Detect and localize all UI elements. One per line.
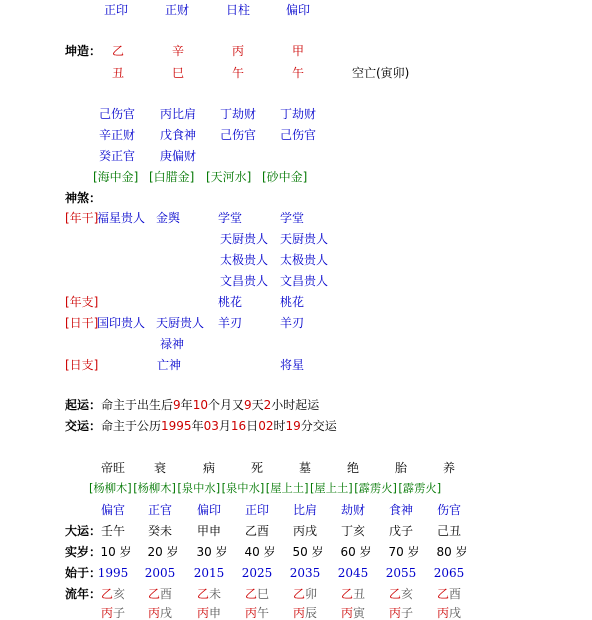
qiyun-label: 起运：: [65, 398, 102, 412]
shisui-value: 40 岁: [244, 545, 276, 559]
hidden-stem: 丁劫财: [280, 107, 317, 121]
dayun-shishen: 比肩: [292, 503, 318, 517]
heavenly-stem: 甲: [292, 44, 305, 58]
number: 10: [192, 398, 208, 412]
hidden-stem: 庚偏财: [160, 149, 197, 163]
dayun-value: 壬午: [100, 524, 126, 538]
shisui-value: 30 岁: [196, 545, 228, 559]
shensha-tag: [日干]: [65, 316, 99, 330]
shensha-item: 将星: [280, 358, 305, 372]
liunian-stem: 丙: [147, 606, 160, 620]
number: 2: [263, 398, 272, 412]
shensha-label: 神煞：: [65, 191, 102, 205]
liunian-year: [148, 606, 172, 620]
nayin: [天河水]: [206, 170, 252, 184]
liunian-stem: 乙: [292, 587, 305, 601]
changsheng-stage: 病: [202, 461, 216, 475]
liunian-branch: 午: [257, 606, 270, 620]
changsheng-stage: 死: [250, 461, 264, 475]
changsheng-stage: 胎: [394, 461, 408, 475]
nayin: [砂中金]: [262, 170, 308, 184]
liunian-stem: 丙: [340, 606, 353, 620]
hidden-stem: 癸正官: [99, 149, 136, 163]
shensha-item: 亡神: [157, 358, 182, 372]
shisui-value: 60 岁: [340, 545, 372, 559]
dayun-nayin: [泉中水]: [177, 482, 221, 495]
shiyu-value: 2045: [337, 566, 369, 580]
text: 个月又: [207, 398, 244, 412]
dayun-value: 丙戌: [292, 524, 318, 538]
liunian-year: [293, 587, 317, 601]
jiaoyun-line: [65, 419, 337, 433]
changsheng-stage: 墓: [298, 461, 312, 475]
liunian-year: [341, 587, 365, 601]
liunian-stem: 丙: [100, 606, 113, 620]
shensha-item: 福星贵人: [97, 211, 146, 225]
pillar-header: 正财: [165, 3, 190, 17]
heavenly-stem: 丙: [232, 44, 245, 58]
liunian-branch: 未: [209, 587, 222, 601]
liunian-year: [389, 606, 413, 620]
nayin: [白腊金]: [149, 170, 195, 184]
shensha-item: 国印贵人: [97, 316, 146, 330]
number: 1995: [161, 419, 192, 433]
shensha-item: 太极贵人: [280, 253, 329, 267]
number: 16: [230, 419, 247, 433]
liunian-branch: 寅: [353, 606, 366, 620]
shensha-item: 金舆: [156, 211, 181, 225]
liunian-year: [245, 606, 269, 620]
shiyu-value: 2035: [289, 566, 321, 580]
shisui-value: 20 岁: [147, 545, 179, 559]
shensha-item: 桃花: [280, 295, 305, 309]
dayun-shishen: 正官: [147, 503, 173, 517]
shiyu-value: 2065: [433, 566, 465, 580]
number: 9: [173, 398, 181, 412]
shisui-label: 实岁：: [65, 545, 102, 559]
dayun-value: 丁亥: [340, 524, 366, 538]
liunian-branch: 丑: [353, 587, 366, 601]
changsheng-stage: 绝: [346, 461, 360, 475]
liunian-branch: 申: [209, 606, 222, 620]
liunian-year: [197, 606, 221, 620]
shensha-item: 天厨贵人: [280, 232, 329, 246]
shiyu-value: 2015: [193, 566, 225, 580]
liunian-branch: 酉: [449, 587, 462, 601]
text: 天: [251, 398, 264, 412]
dayun-shishen: 偏印: [196, 503, 222, 517]
dayun-shishen: 食神: [388, 503, 414, 517]
qiyun-line: [65, 398, 319, 412]
shiyu-value: 2055: [385, 566, 417, 580]
text: 命主于出生后: [101, 398, 174, 412]
dayun-value: 己丑: [436, 524, 462, 538]
liunian-year: [101, 587, 125, 601]
shensha-tag: [年支]: [65, 295, 99, 309]
liunian-year: [148, 587, 172, 601]
text: 日: [246, 419, 259, 433]
shisui-value: 10 岁: [100, 545, 132, 559]
hidden-stem: 丁劫财: [220, 107, 257, 121]
hidden-stem: 丙比肩: [160, 107, 197, 121]
pillar-header: 正印: [104, 3, 129, 17]
shensha-item: 桃花: [218, 295, 243, 309]
liunian-branch: 子: [401, 606, 414, 620]
liunian-branch: 巳: [257, 587, 270, 601]
shensha-item: 文昌贵人: [280, 274, 329, 288]
liunian-branch: 戌: [160, 606, 173, 620]
liunian-stem: 乙: [436, 587, 449, 601]
dayun-shishen: 偏官: [100, 503, 126, 517]
dayun-value: 乙酉: [244, 524, 270, 538]
number: 02: [258, 419, 274, 433]
liunian-branch: 卯: [305, 587, 318, 601]
liunian-year: [341, 606, 365, 620]
shensha-item: 学堂: [218, 211, 243, 225]
shensha-item: 太极贵人: [220, 253, 269, 267]
liunian-branch: 辰: [305, 606, 318, 620]
dayun-label: 大运：: [65, 524, 102, 538]
changsheng-stage: 帝旺: [100, 461, 126, 475]
liunian-branch: 亥: [401, 587, 414, 601]
dayun-nayin: [屋上土]: [265, 482, 309, 495]
liunian-branch: 戌: [449, 606, 462, 620]
dayun-nayin: [霹雳火]: [354, 482, 397, 495]
liunian-stem: 乙: [388, 587, 401, 601]
shensha-item: 羊刃: [280, 316, 305, 330]
dayun-nayin: [泉中水]: [221, 482, 265, 495]
liunian-stem: 乙: [147, 587, 160, 601]
liunian-stem: 丙: [388, 606, 401, 620]
shensha-item: 天厨贵人: [220, 232, 269, 246]
liunian-stem: 丙: [196, 606, 209, 620]
liunian-stem: 丙: [436, 606, 449, 620]
dayun-value: 甲申: [196, 524, 222, 538]
pillar-header: 偏印: [286, 3, 311, 17]
dayun-shishen: 正印: [244, 503, 270, 517]
nayin: [海中金]: [93, 170, 139, 184]
dayun-nayin: [霹雳火]: [398, 482, 442, 495]
heavenly-stem: 乙: [112, 44, 125, 58]
text: 年: [180, 398, 193, 412]
shisui-value: 50 岁: [292, 545, 324, 559]
liunian-stem: 乙: [196, 587, 209, 601]
liunian-year: [197, 587, 221, 601]
kongwang: 空亡(寅卯): [352, 66, 410, 80]
dayun-shishen: 劫财: [340, 503, 366, 517]
liunian-stem: 乙: [340, 587, 353, 601]
dayun-value: 戊子: [388, 524, 414, 538]
earthly-branch: 丑: [112, 66, 125, 80]
shensha-item: 禄神: [160, 337, 185, 351]
shensha-item: 羊刃: [218, 316, 243, 330]
liunian-stem: 乙: [244, 587, 257, 601]
text: 命主于公历: [101, 419, 162, 433]
earthly-branch: 巳: [172, 66, 185, 80]
number: 03: [203, 419, 219, 433]
dayun-nayin: [屋上土]: [310, 482, 353, 495]
hidden-stem: 辛正财: [99, 128, 136, 142]
shensha-item: 学堂: [280, 211, 305, 225]
liunian-stem: 丙: [292, 606, 305, 620]
hidden-stem: 戊食神: [160, 128, 197, 142]
shensha-item: 文昌贵人: [220, 274, 269, 288]
liunian-stem: 丙: [244, 606, 257, 620]
liunian-branch: 亥: [113, 587, 126, 601]
hidden-stem: 己伤官: [99, 107, 136, 121]
liunian-label: 流年：: [65, 587, 102, 601]
kunzao-label: 坤造：: [65, 44, 102, 58]
liunian-branch: 子: [113, 606, 126, 620]
hidden-stem: 己伤官: [280, 128, 317, 142]
jiaoyun-label: 交运：: [65, 419, 102, 433]
shensha-item: 天厨贵人: [156, 316, 205, 330]
liunian-year: [101, 606, 125, 620]
liunian-year: [293, 606, 317, 620]
changsheng-stage: 养: [442, 461, 456, 475]
number: 9: [243, 398, 252, 412]
shisui-value: 70 岁: [388, 545, 420, 559]
shensha-tag: [年干]: [65, 211, 99, 225]
liunian-year: [437, 587, 461, 601]
dayun-shishen: 伤官: [436, 503, 462, 517]
shiyu-label: 始于：: [65, 566, 102, 580]
number: 19: [285, 419, 301, 433]
text: 月: [218, 419, 231, 433]
shiyu-value: 2005: [144, 566, 176, 580]
liunian-branch: 酉: [160, 587, 173, 601]
changsheng-stage: 衰: [153, 461, 167, 475]
shiyu-value: 1995: [97, 566, 129, 580]
shensha-tag: [日支]: [65, 358, 99, 372]
text: 年: [191, 419, 204, 433]
shiyu-value: 2025: [241, 566, 273, 580]
earthly-branch: 午: [292, 66, 305, 80]
text: 时: [273, 419, 286, 433]
liunian-year: [389, 587, 413, 601]
hidden-stem: 己伤官: [220, 128, 257, 142]
pillar-header: 日柱: [226, 3, 251, 17]
heavenly-stem: 辛: [172, 44, 185, 58]
liunian-stem: 乙: [100, 587, 113, 601]
text: 分交运: [300, 419, 337, 433]
shisui-value: 80 岁: [436, 545, 468, 559]
dayun-nayin: [杨柳木]: [133, 482, 176, 495]
liunian-year: [437, 606, 461, 620]
dayun-value: 癸未: [147, 524, 173, 538]
text: 小时起运: [271, 398, 320, 412]
liunian-year: [245, 587, 269, 601]
earthly-branch: 午: [232, 66, 245, 80]
dayun-nayin: [杨柳木]: [89, 482, 132, 495]
